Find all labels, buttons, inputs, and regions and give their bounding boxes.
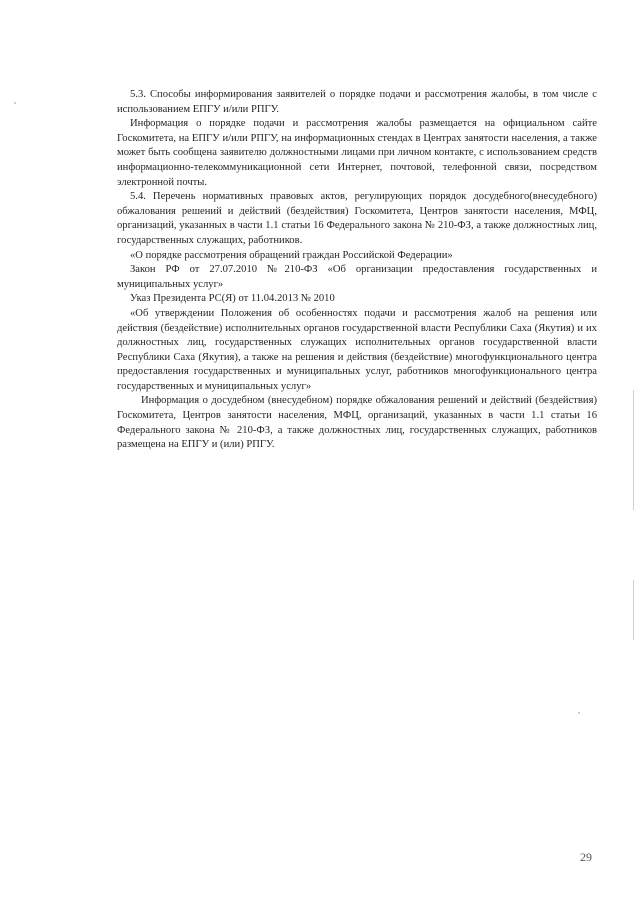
scan-speck [14,102,16,104]
paragraph-decree: Указ Президента РС(Я) от 11.04.2013 № 2010 [130,293,335,305]
paragraph-5-4-heading: 5.4. Перечень нормативных правовых актов, регулирующих порядок досудебного(внесудебного) обжалования решений и действий (бездействия) Госкомитета, Центров занятости населения, МФЦ, организаций, указанных в части 1.1 статьи 16 Федерального закона № 210-ФЗ, а также должностных лиц, государственных служащих, работников. [117,191,597,246]
page-number: 29 [580,850,592,864]
paragraph-info-pretrial: Информация о досудебном (внесудебном) порядке обжалования решений и действий (бездействия) Госкомитета, Центров занятости населения, МФЦ, организаций, указанных в части 1.1 статьи 16 Федерального закона № 210-ФЗ, а также должностных лиц, государственных служащих, работников размещена на ЕПГУ и (или) РПГУ. [117,395,597,451]
paragraph-5-3-heading: 5.3. Способы информирования заявителей о порядке подачи и рассмотрения жалобы, в том числе с использованием ЕПГУ и/или РПГУ. [117,89,597,115]
scan-edge-line [633,580,634,640]
scan-edge-line [633,390,634,510]
paragraph-decree-title: «Об утверждении Положения об особенностях подачи и рассмотрения жалоб на решения или действия (бездействие) исполнительных органов государственной власти Республики Саха (Якутия) и их должностных лиц, государственных служащих исполнительных органов государственной власти Республики Саха (Якутия), а также на решения и действия (бездействие) многофункционального центра предоставления государственных и муниципальных услуг, работников многофункционального центра государственных и муниципальных услуг» [117,307,597,392]
paragraph-info-placement: Информация о порядке подачи и рассмотрения жалобы размещается на официальном сайте Госкомитета, на ЕПГУ и/или РПГУ, на информационных стендах в Центрах занятости населения, а также может быть сообщена заявителю должностными лицами при личном контакте, с использованием средств информационно-телекоммуникационной сети Интернет, почтовой, телефонной связи, посредством электронной почты. [117,118,597,188]
paragraph-law-210fz: Закон РФ от 27.07.2010 №210-ФЗ «Об организации предоставления государственных и муниципальных услуг» [117,264,597,290]
document-body [117,88,597,453]
paragraph-law-title-appeals: «О порядке рассмотрения обращений граждан Российской Федерации» [130,249,453,261]
scan-speck [578,712,580,714]
